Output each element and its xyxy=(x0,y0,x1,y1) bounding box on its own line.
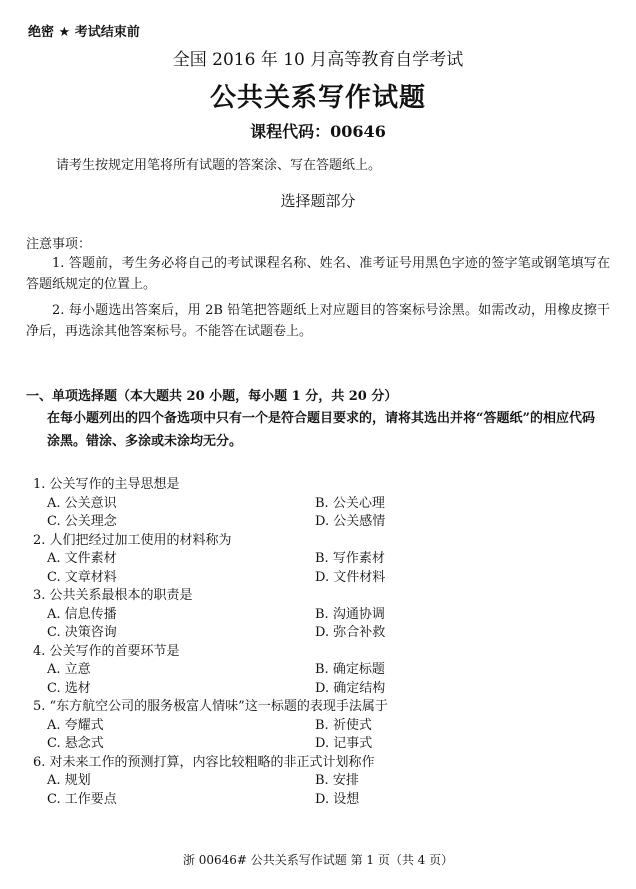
question-stem: 6. 对未来工作的预测打算，内容比较粗略的非正式计划称作 xyxy=(33,754,375,770)
option-row xyxy=(33,513,593,532)
question-stem: 4. 公关写作的首要环节是 xyxy=(33,643,180,659)
option-row xyxy=(33,791,593,810)
page-title: 公共关系写作试题 xyxy=(209,83,426,113)
option-row xyxy=(33,772,593,791)
option-c: C. 决策咨询 xyxy=(47,625,117,640)
option-a: A. 夸耀式 xyxy=(47,717,104,733)
option-d: D. 设想 xyxy=(315,791,360,807)
option-b: B. 祈使式 xyxy=(315,717,372,733)
question-stem: 3. 公共关系最根本的职责是 xyxy=(33,588,193,603)
option-d: D. 确定结构 xyxy=(315,680,386,696)
section-heading-choice: 选择题部分 xyxy=(280,192,356,210)
option-b: B. 写作素材 xyxy=(315,551,385,566)
option-row xyxy=(33,624,593,643)
section1-title: 一、单项选择题（本大题共 20 小题，每小题 1 分，共 20 分） xyxy=(26,389,398,404)
course-code: 课程代码：00646 xyxy=(250,122,386,141)
question-stem: 5. “东方航空公司的服务极富人情味”这一标题的表现手法属于 xyxy=(33,699,388,714)
option-a: A. 规划 xyxy=(47,773,91,788)
option-row xyxy=(33,495,593,514)
option-c: C. 公关理念 xyxy=(47,514,117,529)
option-row xyxy=(33,606,593,625)
option-c: C. 文章材料 xyxy=(47,569,117,585)
option-d: D. 文件材料 xyxy=(315,569,386,585)
option-row xyxy=(33,569,593,588)
question-stem: 2. 人们把经过加工使用的材料称为 xyxy=(33,532,232,548)
option-b: B. 公关心理 xyxy=(315,495,385,511)
option-row xyxy=(33,550,593,569)
answer-notice: 请考生按规定用笔将所有试题的答案涂、写在答题纸上。 xyxy=(56,158,382,173)
option-c: C. 悬念式 xyxy=(47,736,104,751)
option-row xyxy=(33,680,593,699)
attention-item-1: 1. 答题前，考生务必将自己的考试课程名称、姓名、准考证号用黑色字迹的签字笔或钢笔填写在答题纸规定的位置上。 xyxy=(26,256,610,292)
option-row xyxy=(33,661,593,680)
question-list xyxy=(33,476,593,809)
option-a: A. 文件素材 xyxy=(47,551,117,566)
page-footer: 浙 00646# 公共关系写作试题 第 1 页（共 4 页） xyxy=(182,853,454,867)
option-c: C. 选材 xyxy=(47,680,91,696)
option-a: A. 公关意识 xyxy=(47,495,117,511)
option-row xyxy=(33,735,593,754)
option-a: A. 信息传播 xyxy=(47,606,117,622)
secrecy-label: 绝密 ★ 考试结束前 xyxy=(28,25,140,40)
exam-session-line: 全国 2016 年 10 月高等教育自学考试 xyxy=(172,50,464,70)
section1-description: 在每小题列出的四个备选项中只有一个是符合题目要求的，请将其选出并将“答题纸”的相应代码涂黑。错涂、多涂或未涂均无分。 xyxy=(47,411,595,449)
attention-item-2: 2. 每小题选出答案后，用 2B 铅笔把答题纸上对应题目的答案标号涂黑。如需改动，用橡皮擦干净后，再选涂其他答案标号。不能答在试题卷上。 xyxy=(26,303,610,339)
option-d: D. 记事式 xyxy=(315,736,373,751)
attention-label: 注意事项： xyxy=(26,237,92,252)
option-d: D. 弥合补救 xyxy=(315,625,386,640)
option-row xyxy=(33,717,593,736)
option-b: B. 安排 xyxy=(315,773,359,788)
option-b: B. 确定标题 xyxy=(315,662,385,677)
question-stem: 1. 公关写作的主导思想是 xyxy=(33,477,180,492)
option-b: B. 沟通协调 xyxy=(315,606,385,622)
option-d: D. 公关感情 xyxy=(315,514,386,529)
option-c: C. 工作要点 xyxy=(47,791,117,807)
option-a: A. 立意 xyxy=(47,662,91,677)
